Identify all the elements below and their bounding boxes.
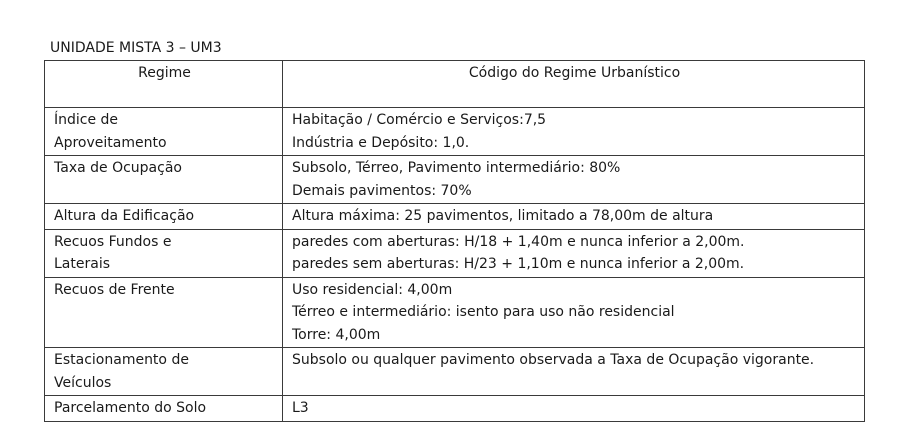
- table-row: [45, 277, 865, 348]
- row-value: [283, 348, 865, 396]
- value-line: Torre: 4,00m: [292, 326, 381, 343]
- label-line: Recuos Fundos e: [54, 233, 172, 250]
- row-value: [283, 156, 865, 204]
- row-label: [45, 108, 283, 156]
- label-line: Aproveitamento: [54, 134, 167, 151]
- regime-table: [44, 60, 865, 422]
- row-value: [283, 108, 865, 156]
- label-line: Recuos de Frente: [54, 281, 175, 298]
- table-row: [45, 229, 865, 277]
- value-line: Demais pavimentos: 70%: [292, 182, 472, 199]
- row-value: [283, 277, 865, 348]
- row-label: [45, 396, 283, 422]
- header-regime: Regime: [45, 61, 283, 108]
- label-line: Veículos: [54, 374, 112, 391]
- table-row: [45, 108, 865, 156]
- row-value: [283, 229, 865, 277]
- value-line: Subsolo, Térreo, Pavimento intermediário: 80%: [292, 160, 621, 176]
- value-line: paredes sem aberturas: H/23 + 1,10m e nunca inferior a 2,00m.: [292, 256, 745, 272]
- label-line: Taxa de Ocupação: [54, 160, 182, 176]
- table-row: [45, 156, 865, 204]
- table-header-row: [45, 61, 865, 108]
- value-line: Altura máxima: 25 pavimentos, limitado a 78,00m de altura: [292, 208, 714, 224]
- value-line: Térreo e intermediário: isento para uso não residencial: [292, 304, 675, 320]
- label-line: Parcelamento do Solo: [54, 400, 207, 416]
- row-label: [45, 348, 283, 396]
- value-line: Uso residencial: 4,00m: [292, 281, 453, 298]
- label-line: Índice de: [54, 112, 119, 128]
- value-line: Indústria e Depósito: 1,0.: [292, 134, 470, 151]
- row-value: [283, 396, 865, 422]
- table-row: [45, 348, 865, 396]
- label-line: Altura da Edificação: [54, 208, 195, 224]
- row-label: [45, 204, 283, 230]
- value-line: paredes com aberturas: H/18 + 1,40m e nunca inferior a 2,00m.: [292, 233, 745, 250]
- label-line: Laterais: [54, 256, 110, 272]
- row-label: [45, 277, 283, 348]
- table-row: [45, 204, 865, 230]
- label-line: Estacionamento de: [54, 352, 189, 368]
- row-value: [283, 204, 865, 230]
- value-line: Habitação / Comércio e Serviços:7,5: [292, 112, 547, 128]
- table-row: [45, 396, 865, 422]
- value-line: L3: [292, 400, 309, 416]
- table-title: UNIDADE MISTA 3 – UM3: [50, 40, 222, 56]
- value-line: Subsolo ou qualquer pavimento observada a Taxa de Ocupação vigorante.: [292, 352, 815, 368]
- header-codigo: Código do Regime Urbanístico: [283, 61, 865, 108]
- row-label: [45, 229, 283, 277]
- row-label: [45, 156, 283, 204]
